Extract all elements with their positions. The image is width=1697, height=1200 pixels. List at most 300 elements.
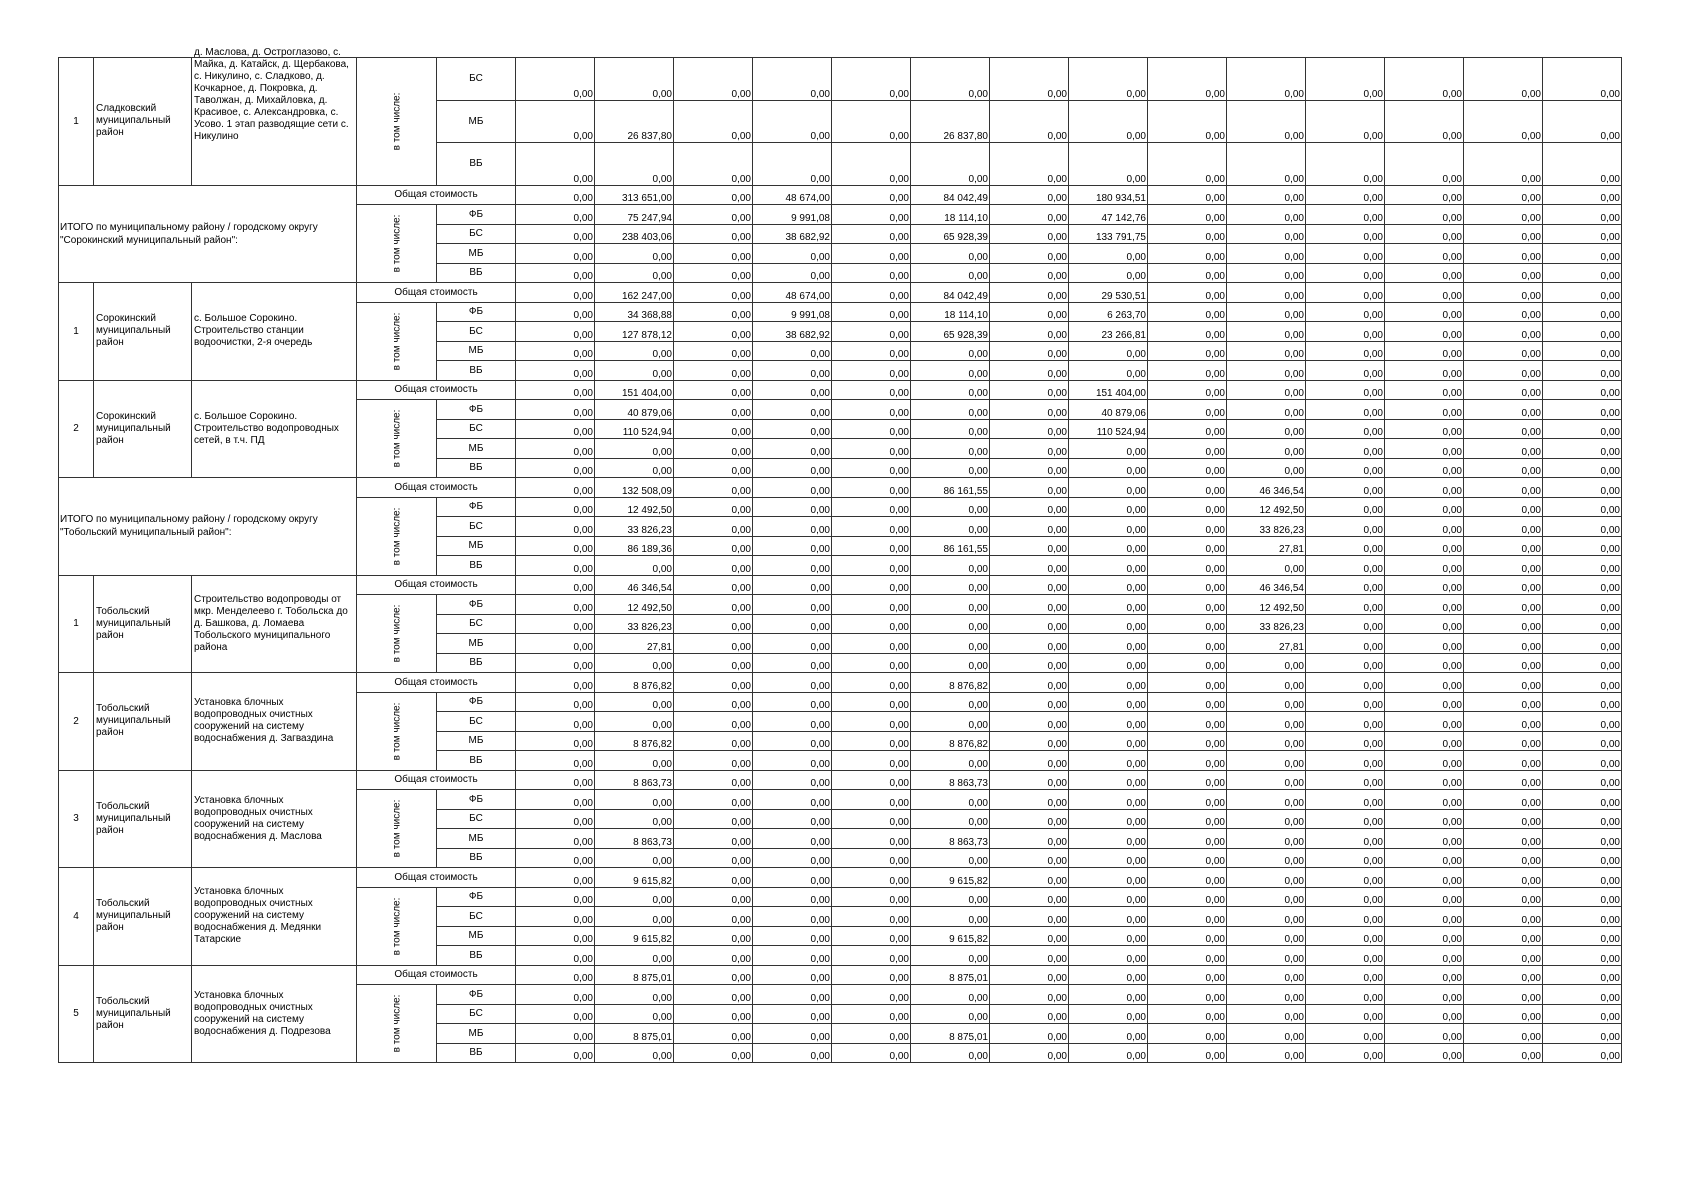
amount-cell: 0,00 [1464,400,1543,420]
amount-cell: 0,00 [674,458,753,478]
object-description: с. Большое Сорокино. Строительство водопроводных сетей, в т.ч. ПД [192,380,357,478]
table-body [59,47,1622,1063]
amount-cell: 0,00 [1464,926,1543,946]
amount-cell: 0,00 [1227,907,1306,927]
amount-cell: 0,00 [990,100,1069,143]
amount-cell: 0,00 [1148,1024,1227,1044]
amount-cell: 0,00 [832,400,911,420]
amount-cell: 0,00 [1385,887,1464,907]
amount-cell: 0,00 [1385,907,1464,927]
amount-cell: 0,00 [753,458,832,478]
amount-cell: 0,00 [1069,673,1148,693]
amount-cell: 0,00 [674,829,753,849]
amount-cell: 9 991,08 [753,205,832,225]
amount-cell: 0,00 [1148,143,1227,186]
amount-cell: 0,00 [990,712,1069,732]
amount-cell: 0,00 [1543,478,1622,498]
amount-cell: 0,00 [674,244,753,264]
amount-cell: 0,00 [990,380,1069,400]
amount-cell: 0,00 [1464,985,1543,1005]
amount-cell: 0,00 [1543,575,1622,595]
amount-cell: 0,00 [753,595,832,615]
amount-cell: 0,00 [1227,790,1306,810]
amount-cell: 0,00 [911,497,990,517]
funding-source: ВБ [437,556,516,576]
amount-cell: 0,00 [1148,809,1227,829]
amount-cell: 0,00 [674,653,753,673]
amount-cell: 0,00 [1227,143,1306,186]
amount-cell: 12 492,50 [595,497,674,517]
amount-cell: 0,00 [990,322,1069,342]
amount-cell: 0,00 [1464,556,1543,576]
amount-cell: 0,00 [1464,100,1543,143]
amount-cell: 0,00 [1148,322,1227,342]
amount-cell: 0,00 [1148,848,1227,868]
amount-cell: 0,00 [990,556,1069,576]
amount-cell: 34 368,88 [595,302,674,322]
amount-cell: 0,00 [1306,712,1385,732]
amount-cell: 0,00 [1306,185,1385,205]
amount-cell: 0,00 [911,575,990,595]
amount-cell: 0,00 [1543,263,1622,283]
amount-cell: 0,00 [990,143,1069,186]
amount-cell: 0,00 [1148,263,1227,283]
amount-cell: 18 114,10 [911,205,990,225]
amount-cell: 0,00 [1306,634,1385,654]
amount-cell: 0,00 [516,400,595,420]
amount-cell: 0,00 [911,556,990,576]
amount-cell: 0,00 [516,283,595,303]
amount-cell: 0,00 [911,634,990,654]
amount-cell: 0,00 [753,692,832,712]
amount-cell: 0,00 [1385,575,1464,595]
amount-cell: 27,81 [1227,536,1306,556]
amount-cell: 0,00 [1385,458,1464,478]
amount-cell: 0,00 [1464,58,1543,101]
amount-cell: 0,00 [832,1004,911,1024]
amount-cell: 6 263,70 [1069,302,1148,322]
amount-cell: 0,00 [1227,770,1306,790]
amount-cell: 0,00 [832,809,911,829]
amount-cell: 0,00 [1069,751,1148,771]
table-row [59,673,1622,693]
amount-cell: 0,00 [674,400,753,420]
amount-cell: 0,00 [1069,926,1148,946]
amount-cell: 0,00 [1543,673,1622,693]
amount-cell: 0,00 [911,400,990,420]
municipality-name: Тобольский муниципальный район [94,575,192,673]
amount-cell: 0,00 [1464,380,1543,400]
amount-cell: 0,00 [1543,712,1622,732]
including-label-text: в том числе: [391,604,402,663]
amount-cell: 0,00 [516,887,595,907]
amount-cell: 0,00 [753,478,832,498]
amount-cell: 0,00 [1306,100,1385,143]
amount-cell: 0,00 [674,770,753,790]
amount-cell: 0,00 [1543,224,1622,244]
amount-cell: 33 826,23 [595,517,674,537]
funding-source: ФБ [437,400,516,420]
amount-cell: 0,00 [1148,790,1227,810]
amount-cell: 0,00 [595,341,674,361]
amount-cell: 0,00 [1543,868,1622,888]
amount-cell: 0,00 [516,380,595,400]
amount-cell: 0,00 [1543,58,1622,101]
funding-source: ФБ [437,887,516,907]
amount-cell: 0,00 [1543,458,1622,478]
amount-cell: 0,00 [911,439,990,459]
amount-cell: 0,00 [1069,58,1148,101]
funding-source: ВБ [437,143,516,186]
amount-cell: 0,00 [1306,614,1385,634]
amount-cell: 0,00 [674,712,753,732]
amount-cell: 0,00 [1306,907,1385,927]
amount-cell: 0,00 [1306,731,1385,751]
amount-cell: 0,00 [1385,517,1464,537]
amount-cell: 12 492,50 [595,595,674,615]
amount-cell: 0,00 [1069,439,1148,459]
amount-cell: 33 826,23 [1227,614,1306,634]
municipality-name: Тобольский муниципальный район [94,868,192,966]
funding-source: ФБ [437,497,516,517]
amount-cell: 0,00 [1148,575,1227,595]
amount-cell: 0,00 [1306,751,1385,771]
amount-cell: 0,00 [516,361,595,381]
amount-cell: 0,00 [1543,536,1622,556]
amount-cell: 0,00 [1464,751,1543,771]
amount-cell: 0,00 [1306,575,1385,595]
amount-cell: 0,00 [516,439,595,459]
amount-cell: 0,00 [1306,400,1385,420]
amount-cell: 18 114,10 [911,302,990,322]
amount-cell: 0,00 [1227,673,1306,693]
amount-cell: 0,00 [674,536,753,556]
amount-cell: 0,00 [911,517,990,537]
amount-cell: 151 404,00 [595,380,674,400]
amount-cell: 0,00 [1543,361,1622,381]
amount-cell: 0,00 [1227,887,1306,907]
amount-cell: 0,00 [1306,673,1385,693]
amount-cell: 0,00 [674,595,753,615]
including-label-text: в том числе: [391,897,402,955]
amount-cell: 0,00 [1306,848,1385,868]
amount-cell: 0,00 [1464,439,1543,459]
amount-cell: 0,00 [1306,517,1385,537]
amount-cell: 0,00 [595,361,674,381]
object-description: с. Большое Сорокино. Строительство станции водоочистки, 2-я очередь [192,283,357,381]
amount-cell: 0,00 [1306,439,1385,459]
amount-cell: 0,00 [1148,653,1227,673]
amount-cell: 0,00 [1069,712,1148,732]
amount-cell: 0,00 [595,58,674,101]
amount-cell: 0,00 [1543,497,1622,517]
amount-cell: 0,00 [753,868,832,888]
amount-cell: 0,00 [1464,712,1543,732]
amount-cell: 0,00 [595,1043,674,1063]
amount-cell: 0,00 [990,634,1069,654]
amount-cell: 0,00 [1306,692,1385,712]
amount-cell: 0,00 [832,946,911,966]
amount-cell: 0,00 [1464,302,1543,322]
amount-cell: 0,00 [1148,224,1227,244]
municipality-name: Тобольский муниципальный район [94,770,192,868]
total-cost-label: Общая стоимость [357,185,516,205]
amount-cell: 0,00 [1464,244,1543,264]
amount-cell: 0,00 [1543,439,1622,459]
amount-cell: 0,00 [1148,965,1227,985]
amount-cell: 0,00 [1069,244,1148,264]
amount-cell: 0,00 [1306,497,1385,517]
amount-cell: 0,00 [1385,302,1464,322]
funding-source: МБ [437,634,516,654]
amount-cell: 0,00 [911,692,990,712]
amount-cell: 0,00 [1306,868,1385,888]
amount-cell: 0,00 [516,224,595,244]
amount-cell: 0,00 [753,497,832,517]
amount-cell: 0,00 [1543,595,1622,615]
amount-cell: 0,00 [911,887,990,907]
amount-cell: 0,00 [911,985,990,1005]
amount-cell: 0,00 [674,302,753,322]
amount-cell: 0,00 [832,205,911,225]
amount-cell: 0,00 [911,946,990,966]
including-label-text: в том числе: [391,92,402,151]
amount-cell: 0,00 [1148,302,1227,322]
amount-cell: 0,00 [1227,458,1306,478]
amount-cell: 0,00 [674,185,753,205]
amount-cell: 127 878,12 [595,322,674,342]
amount-cell: 0,00 [1227,419,1306,439]
funding-source: БС [437,322,516,342]
amount-cell: 0,00 [1464,536,1543,556]
amount-cell: 0,00 [753,907,832,927]
amount-cell: 0,00 [1464,458,1543,478]
amount-cell: 0,00 [1069,985,1148,1005]
amount-cell: 0,00 [516,517,595,537]
funding-source: МБ [437,439,516,459]
amount-cell: 0,00 [1227,1004,1306,1024]
amount-cell: 8 876,82 [595,673,674,693]
amount-cell: 0,00 [1543,770,1622,790]
amount-cell: 0,00 [1227,361,1306,381]
amount-cell: 0,00 [516,244,595,264]
total-cost-label: Общая стоимость [357,868,516,888]
object-description: Установка блочных водопроводных очистных сооружений на систему водоснабжения д. Маслова [192,770,357,868]
amount-cell: 0,00 [1385,143,1464,186]
amount-cell: 0,00 [674,868,753,888]
amount-cell: 8 863,73 [911,829,990,849]
amount-cell: 0,00 [1543,283,1622,303]
row-number: 4 [59,868,94,966]
amount-cell: 0,00 [1069,1024,1148,1044]
amount-cell: 12 492,50 [1227,595,1306,615]
including-label [357,302,437,380]
amount-cell: 0,00 [1464,595,1543,615]
amount-cell: 0,00 [832,1024,911,1044]
table-row [59,283,1622,303]
amount-cell: 0,00 [1069,907,1148,927]
amount-cell: 0,00 [1069,361,1148,381]
funding-source: ФБ [437,692,516,712]
amount-cell: 0,00 [1306,809,1385,829]
amount-cell: 0,00 [1148,536,1227,556]
amount-cell: 0,00 [1385,556,1464,576]
amount-cell: 0,00 [1543,634,1622,654]
amount-cell: 0,00 [753,400,832,420]
amount-cell: 0,00 [1385,751,1464,771]
including-label [357,790,437,868]
amount-cell: 75 247,94 [595,205,674,225]
amount-cell: 0,00 [911,712,990,732]
amount-cell: 0,00 [1148,205,1227,225]
amount-cell: 0,00 [1543,926,1622,946]
amount-cell: 0,00 [832,361,911,381]
amount-cell: 0,00 [1227,829,1306,849]
amount-cell: 0,00 [1464,614,1543,634]
amount-cell: 0,00 [1464,224,1543,244]
amount-cell: 0,00 [1543,400,1622,420]
amount-cell: 0,00 [1227,868,1306,888]
amount-cell: 0,00 [753,556,832,576]
amount-cell: 0,00 [1227,341,1306,361]
amount-cell: 0,00 [832,829,911,849]
amount-cell: 38 682,92 [753,322,832,342]
amount-cell: 0,00 [1069,829,1148,849]
amount-cell: 0,00 [1306,478,1385,498]
amount-cell: 0,00 [1385,809,1464,829]
amount-cell: 0,00 [1464,1024,1543,1044]
amount-cell: 0,00 [753,341,832,361]
amount-cell: 0,00 [1543,1024,1622,1044]
amount-cell: 0,00 [990,887,1069,907]
amount-cell: 0,00 [1306,224,1385,244]
amount-cell: 0,00 [1385,224,1464,244]
amount-cell: 0,00 [1306,302,1385,322]
amount-cell: 0,00 [753,517,832,537]
amount-cell: 0,00 [1148,517,1227,537]
amount-cell: 0,00 [1385,497,1464,517]
amount-cell: 0,00 [1069,497,1148,517]
funding-source: МБ [437,100,516,143]
amount-cell: 0,00 [753,770,832,790]
amount-cell: 0,00 [1069,263,1148,283]
amount-cell: 0,00 [832,614,911,634]
amount-cell: 0,00 [1306,361,1385,381]
amount-cell: 9 615,82 [911,868,990,888]
amount-cell: 0,00 [674,809,753,829]
amount-cell: 29 530,51 [1069,283,1148,303]
amount-cell: 0,00 [516,946,595,966]
amount-cell: 0,00 [516,712,595,732]
amount-cell: 0,00 [674,205,753,225]
amount-cell: 0,00 [674,58,753,101]
amount-cell: 0,00 [1069,478,1148,498]
amount-cell: 0,00 [1148,1043,1227,1063]
amount-cell: 0,00 [516,790,595,810]
amount-cell: 0,00 [674,263,753,283]
amount-cell: 0,00 [674,965,753,985]
amount-cell: 0,00 [1385,926,1464,946]
amount-cell: 0,00 [674,848,753,868]
object-description: Установка блочных водопроводных очистных сооружений на систему водоснабжения д. Загваздина [192,673,357,771]
amount-cell: 0,00 [1306,1024,1385,1044]
amount-cell: 0,00 [990,361,1069,381]
amount-cell: 0,00 [1227,302,1306,322]
amount-cell: 0,00 [1385,595,1464,615]
amount-cell: 0,00 [832,244,911,264]
amount-cell: 0,00 [832,595,911,615]
amount-cell: 0,00 [753,100,832,143]
amount-cell: 0,00 [1069,653,1148,673]
amount-cell: 0,00 [1385,1024,1464,1044]
amount-cell: 0,00 [1385,634,1464,654]
amount-cell: 0,00 [1464,848,1543,868]
funding-source: БС [437,1004,516,1024]
amount-cell: 0,00 [1385,341,1464,361]
amount-cell: 8 876,82 [911,673,990,693]
amount-cell: 40 879,06 [1069,400,1148,420]
amount-cell: 0,00 [1464,692,1543,712]
amount-cell: 0,00 [1227,380,1306,400]
amount-cell: 0,00 [1306,205,1385,225]
including-label-text: в том числе: [391,409,402,468]
amount-cell: 0,00 [595,1004,674,1024]
amount-cell: 12 492,50 [1227,497,1306,517]
total-cost-label: Общая стоимость [357,575,516,595]
amount-cell: 0,00 [1306,322,1385,342]
row-number: 5 [59,965,94,1063]
amount-cell: 0,00 [1069,458,1148,478]
amount-cell: 0,00 [1464,497,1543,517]
amount-cell: 0,00 [990,400,1069,420]
amount-cell: 0,00 [1385,790,1464,810]
amount-cell: 313 651,00 [595,185,674,205]
amount-cell: 46 346,54 [1227,575,1306,595]
amount-cell: 0,00 [516,829,595,849]
amount-cell: 0,00 [1385,829,1464,849]
amount-cell: 0,00 [674,497,753,517]
object-description-text: д. Маслова, д. Остроглазово, с. Майка, д. Катайск, д. Щербакова, с. Никулино, с. Сладково, д. Кочкарное, д. Покровка, д. Таволжан, д. Михайловка, д. Красивое, с. Александровка, с. Усово. 1 этап разводящие сети с. Никулино [194,47,349,142]
amount-cell: 0,00 [1543,653,1622,673]
amount-cell: 0,00 [832,322,911,342]
object-description [192,47,357,186]
amount-cell: 23 266,81 [1069,322,1148,342]
amount-cell: 0,00 [1464,478,1543,498]
amount-cell: 0,00 [1227,809,1306,829]
amount-cell: 0,00 [1148,419,1227,439]
amount-cell: 0,00 [595,143,674,186]
amount-cell: 0,00 [1069,848,1148,868]
amount-cell: 0,00 [516,673,595,693]
amount-cell: 0,00 [674,926,753,946]
amount-cell: 0,00 [753,965,832,985]
amount-cell: 0,00 [990,439,1069,459]
amount-cell: 0,00 [1464,1004,1543,1024]
amount-cell: 0,00 [674,419,753,439]
amount-cell: 0,00 [1306,595,1385,615]
amount-cell: 0,00 [1148,244,1227,264]
amount-cell: 0,00 [595,751,674,771]
amount-cell: 0,00 [832,283,911,303]
funding-source: ВБ [437,653,516,673]
amount-cell: 0,00 [1069,100,1148,143]
amount-cell: 0,00 [674,946,753,966]
amount-cell: 0,00 [1543,244,1622,264]
amount-cell: 0,00 [674,887,753,907]
amount-cell: 0,00 [1385,380,1464,400]
amount-cell: 0,00 [674,100,753,143]
amount-cell: 0,00 [832,341,911,361]
